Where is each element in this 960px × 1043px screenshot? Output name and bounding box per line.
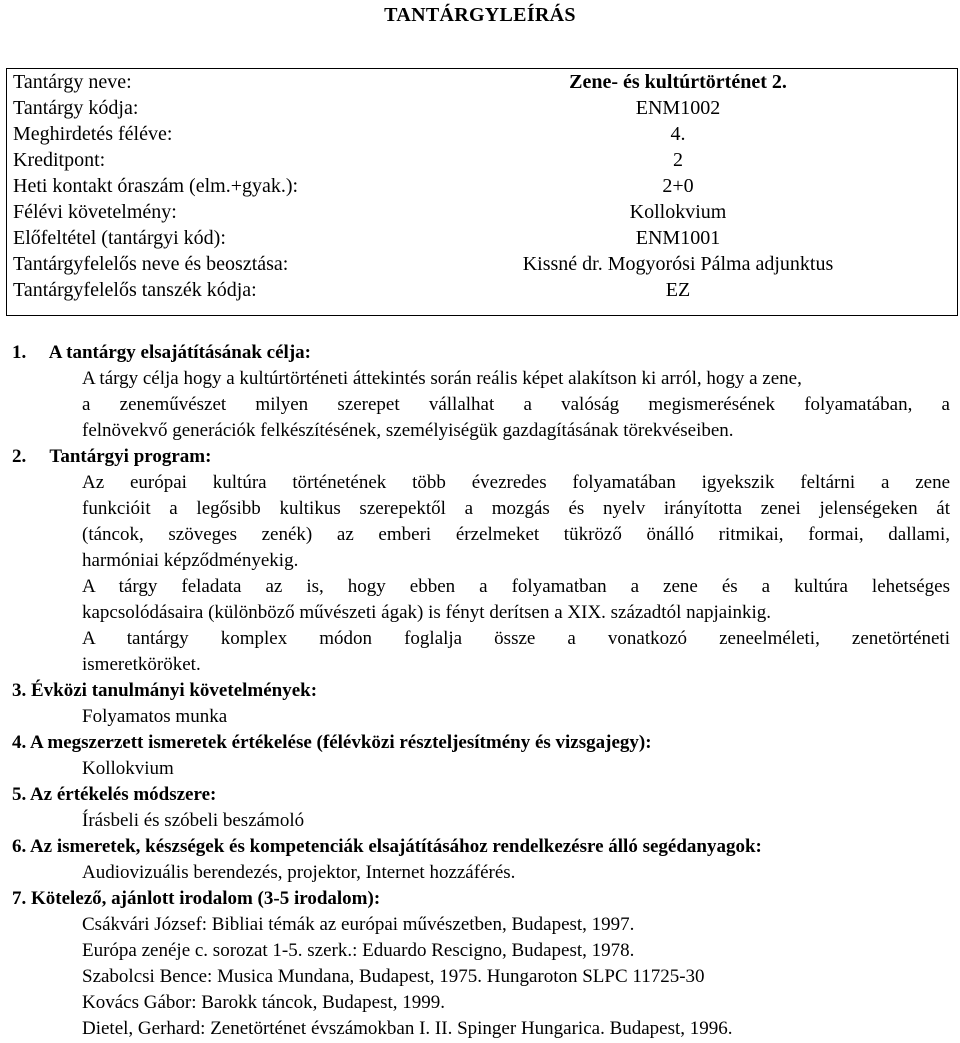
- section-7-heading: 7. Kötelező, ajánlott irodalom (3-5 irodalom):: [12, 888, 381, 909]
- section-number: 2.: [12, 446, 27, 467]
- info-value: 4.: [670, 123, 686, 145]
- info-row: [7, 147, 957, 173]
- info-label: Tantárgyfelelős neve és beosztása:: [13, 253, 289, 275]
- info-row: [7, 277, 957, 303]
- paragraph-line: A tárgy feladata az is, hogy ebben a folyamatban a zene és a kultúra lehetséges: [82, 576, 950, 597]
- info-row: [7, 69, 957, 95]
- paragraph-line: harmóniai képződményekig.: [82, 550, 299, 571]
- section-3-heading: 3. Évközi tanulmányi követelmények:: [12, 680, 318, 701]
- section-number: 1.: [12, 342, 27, 363]
- info-label: Tantárgy neve:: [13, 71, 132, 93]
- section-1-heading: [12, 340, 311, 366]
- info-value: 2+0: [662, 175, 694, 197]
- section-2-heading: [12, 444, 211, 470]
- info-label: Kreditpont:: [13, 149, 106, 171]
- paragraph-line: (táncok, szöveges zenék) az emberi érzelmeket tükröző önálló ritmikai, formai, dallami,: [82, 524, 950, 545]
- section-6-text: Audiovizuális berendezés, projektor, Internet hozzáférés.: [82, 862, 516, 883]
- info-value: EZ: [665, 279, 691, 301]
- page-title: TANTÁRGYLEÍRÁS: [384, 4, 576, 26]
- literature-item: Kovács Gábor: Barokk táncok, Budapest, 1999.: [82, 992, 446, 1013]
- section-4-heading: 4. A megszerzett ismeretek értékelése (félévközi részteljesítmény és vizsgajegy):: [12, 732, 652, 753]
- info-value: ENM1002: [635, 97, 721, 119]
- paragraph-line: a zeneművészet milyen szerepet vállalhat a valóság megismerésének folyamatában, a: [82, 394, 950, 415]
- info-value: Zene- és kultúrtörténet 2.: [569, 71, 787, 93]
- paragraph-line: A tantárgy komplex módon foglalja össze a vonatkozó zeneelméleti, zenetörténeti: [82, 628, 950, 649]
- literature-item: Szabolcsi Bence: Musica Mundana, Budapest, 1975. Hungaroton SLPC 11725-30: [82, 966, 705, 987]
- info-row: [7, 95, 957, 121]
- info-label: Meghirdetés féléve:: [13, 123, 173, 145]
- section-6-heading: 6. Az ismeretek, készségek és kompetenciák elsajátításához rendelkezésre álló segédanyagok:: [12, 836, 762, 857]
- paragraph-line: ismeretköröket.: [82, 654, 201, 675]
- info-value: 2: [673, 149, 683, 171]
- literature-item: Csákvári József: Bibliai témák az európai művészetben, Budapest, 1997.: [82, 914, 635, 935]
- info-row: [7, 225, 957, 251]
- section-title: A tantárgy elsajátításának célja:: [48, 342, 311, 363]
- info-label: Heti kontakt óraszám (elm.+gyak.):: [13, 175, 299, 197]
- section-4-text: Kollokvium: [82, 758, 174, 779]
- paragraph-line: funkcióit a legősibb kultikus szerepektől a mozgás és nyelv irányította zenei jelenségeken át: [82, 498, 950, 519]
- literature-item: Európa zenéje c. sorozat 1-5. szerk.: Eduardo Rescigno, Budapest, 1978.: [82, 940, 635, 961]
- info-row: [7, 121, 957, 147]
- paragraph-line: felnövekvő generációk felkészítésének, személyiségük gazdagításának törekvéseiben.: [82, 420, 734, 441]
- info-row: [7, 251, 957, 277]
- literature-item: Dietel, Gerhard: Zenetörténet évszámokban I. II. Spinger Hungarica. Budapest, 1996.: [82, 1018, 733, 1039]
- course-info-table: [6, 68, 958, 316]
- info-row: [7, 199, 957, 225]
- section-5-heading: 5. Az értékelés módszere:: [12, 784, 217, 805]
- info-label: Félévi követelmény:: [13, 201, 177, 223]
- paragraph-line: A tárgy célja hogy a kultúrtörténeti áttekintés során reális képet alakítson ki arról, hogy a zene,: [82, 368, 802, 389]
- paragraph-line: kapcsolódásaira (különböző művészeti ágak) is fényt derítsen a XIX. századtól napjainkig.: [82, 602, 772, 623]
- info-label: Előfeltétel (tantárgyi kód):: [13, 227, 226, 249]
- info-label: Tantárgy kódja:: [13, 97, 139, 119]
- info-row: [7, 173, 957, 199]
- info-label: Tantárgyfelelős tanszék kódja:: [13, 279, 257, 301]
- section-title: Tantárgyi program:: [49, 446, 212, 467]
- info-value: Kollokvium: [629, 201, 727, 223]
- section-5-text: Írásbeli és szóbeli beszámoló: [82, 810, 305, 831]
- paragraph-line: Az európai kultúra történetének több évezredes folyamatában igyekszik feltárni a zene: [82, 472, 950, 493]
- info-value: Kissné dr. Mogyorósi Pálma adjunktus: [522, 253, 834, 275]
- section-3-text: Folyamatos munka: [82, 706, 228, 727]
- info-value: ENM1001: [635, 227, 721, 249]
